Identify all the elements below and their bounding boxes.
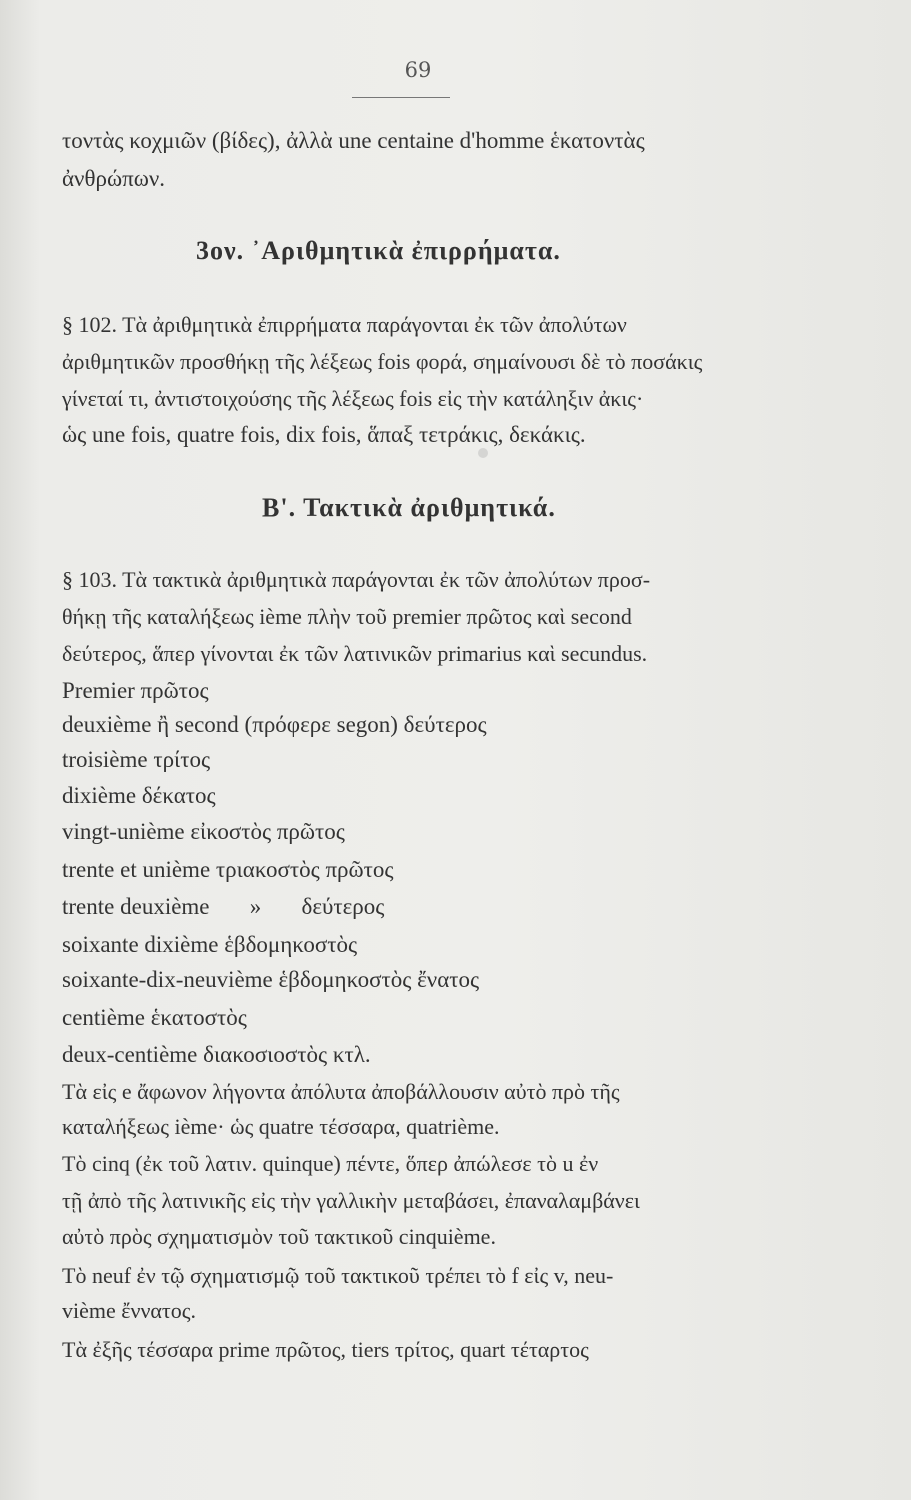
page-number-rule bbox=[352, 97, 450, 98]
list-item: deux-centième διακοσιοστὸς κτλ. bbox=[62, 1042, 371, 1067]
text-line: γίνεταί τι, ἀντιστοιχούσης τῆς λέξεως fois εἰς τὴν κατάληξιν ἀκις· bbox=[62, 386, 644, 411]
list-item: troisième τρίτος bbox=[62, 747, 211, 772]
text-line: τοντὰς κοχμιῶν (βίδες), ἀλλὰ une centaine d'homme ἑκατοντὰς bbox=[62, 128, 645, 153]
text-line: vième ἔννατος. bbox=[62, 1298, 196, 1323]
text-line: τῇ ἀπὸ τῆς λατινικῆς εἰς τὴν γαλλικὴν μεταβάσει, ἐπαναλαμβάνει bbox=[62, 1188, 640, 1213]
text-line: § 103. Τὰ τακτικὰ ἀριθμητικὰ παράγονται ἐκ τῶν ἀπολύτων προσ- bbox=[62, 567, 651, 592]
list-item: vingt-unième εἰκοστὸς πρῶτος bbox=[62, 819, 345, 844]
section-heading: Β'. Τακτικὰ ἀριθμητικά. bbox=[262, 493, 556, 522]
text-line: ἀνθρώπων. bbox=[62, 166, 165, 191]
list-item: deuxième ἢ second (πρόφερε segon) δεύτερος bbox=[62, 712, 487, 737]
list-item: trente et unième τριακοστὸς πρῶτος bbox=[62, 857, 394, 882]
text-line: ἀριθμητικῶν προσθήκῃ τῆς λέξεως fois φορά, σημαίνουσι δὲ τὸ ποσάκις bbox=[62, 349, 703, 374]
text-line: Τὸ neuf ἐν τῷ σχηματισμῷ τοῦ τακτικοῦ τρέπει τὸ f εἰς v, neu- bbox=[62, 1263, 614, 1288]
page-number: 69 bbox=[404, 58, 432, 82]
text-line: ὡς une fois, quatre fois, dix fois, ἅπαξ τετράκις, δεκάκις. bbox=[62, 422, 586, 447]
list-item: dixième δέκατος bbox=[62, 783, 216, 808]
text-line: καταλήξεως ième· ὡς quatre τέσσαρα, quatrième. bbox=[62, 1114, 500, 1139]
text-line: Τὰ εἰς e ἄφωνον λήγοντα ἀπόλυτα ἀποβάλλουσιν αὐτὸ πρὸ τῆς bbox=[62, 1079, 620, 1104]
list-item: soixante-dix-neuvième ἑβδομηκοστὸς ἔνατος bbox=[62, 967, 480, 992]
text-line: § 102. Τὰ ἀριθμητικὰ ἐπιρρήματα παράγονται ἐκ τῶν ἀπολύτων bbox=[62, 312, 627, 337]
list-item: soixante dixième ἑβδομηκοστὸς bbox=[62, 932, 358, 957]
text-line: Τὰ ἐξῆς τέσσαρα prime πρῶτος, tiers τρίτος, quart τέταρτος bbox=[62, 1337, 589, 1362]
section-heading: 3ον. ᾿Αριθμητικὰ ἐπιρρήματα. bbox=[196, 236, 561, 265]
paper-spot bbox=[478, 448, 488, 458]
list-item: centième ἑκατοστὸς bbox=[62, 1005, 247, 1030]
text-line: θήκῃ τῆς καταλήξεως ième πλὴν τοῦ premier πρῶτος καὶ second bbox=[62, 604, 632, 629]
list-item: Premier πρῶτος bbox=[62, 678, 209, 703]
list-item: trente deuxième » δεύτερος bbox=[62, 894, 385, 919]
text-line: αὐτὸ πρὸς σχηματισμὸν τοῦ τακτικοῦ cinquième. bbox=[62, 1224, 496, 1249]
text-line: Τὸ cinq (ἐκ τοῦ λατιν. quinque) πέντε, ὅπερ ἀπώλεσε τὸ u ἐν bbox=[62, 1151, 599, 1176]
text-line: δεύτερος, ἅπερ γίνονται ἐκ τῶν λατινικῶν primarius καὶ secundus. bbox=[62, 641, 648, 666]
